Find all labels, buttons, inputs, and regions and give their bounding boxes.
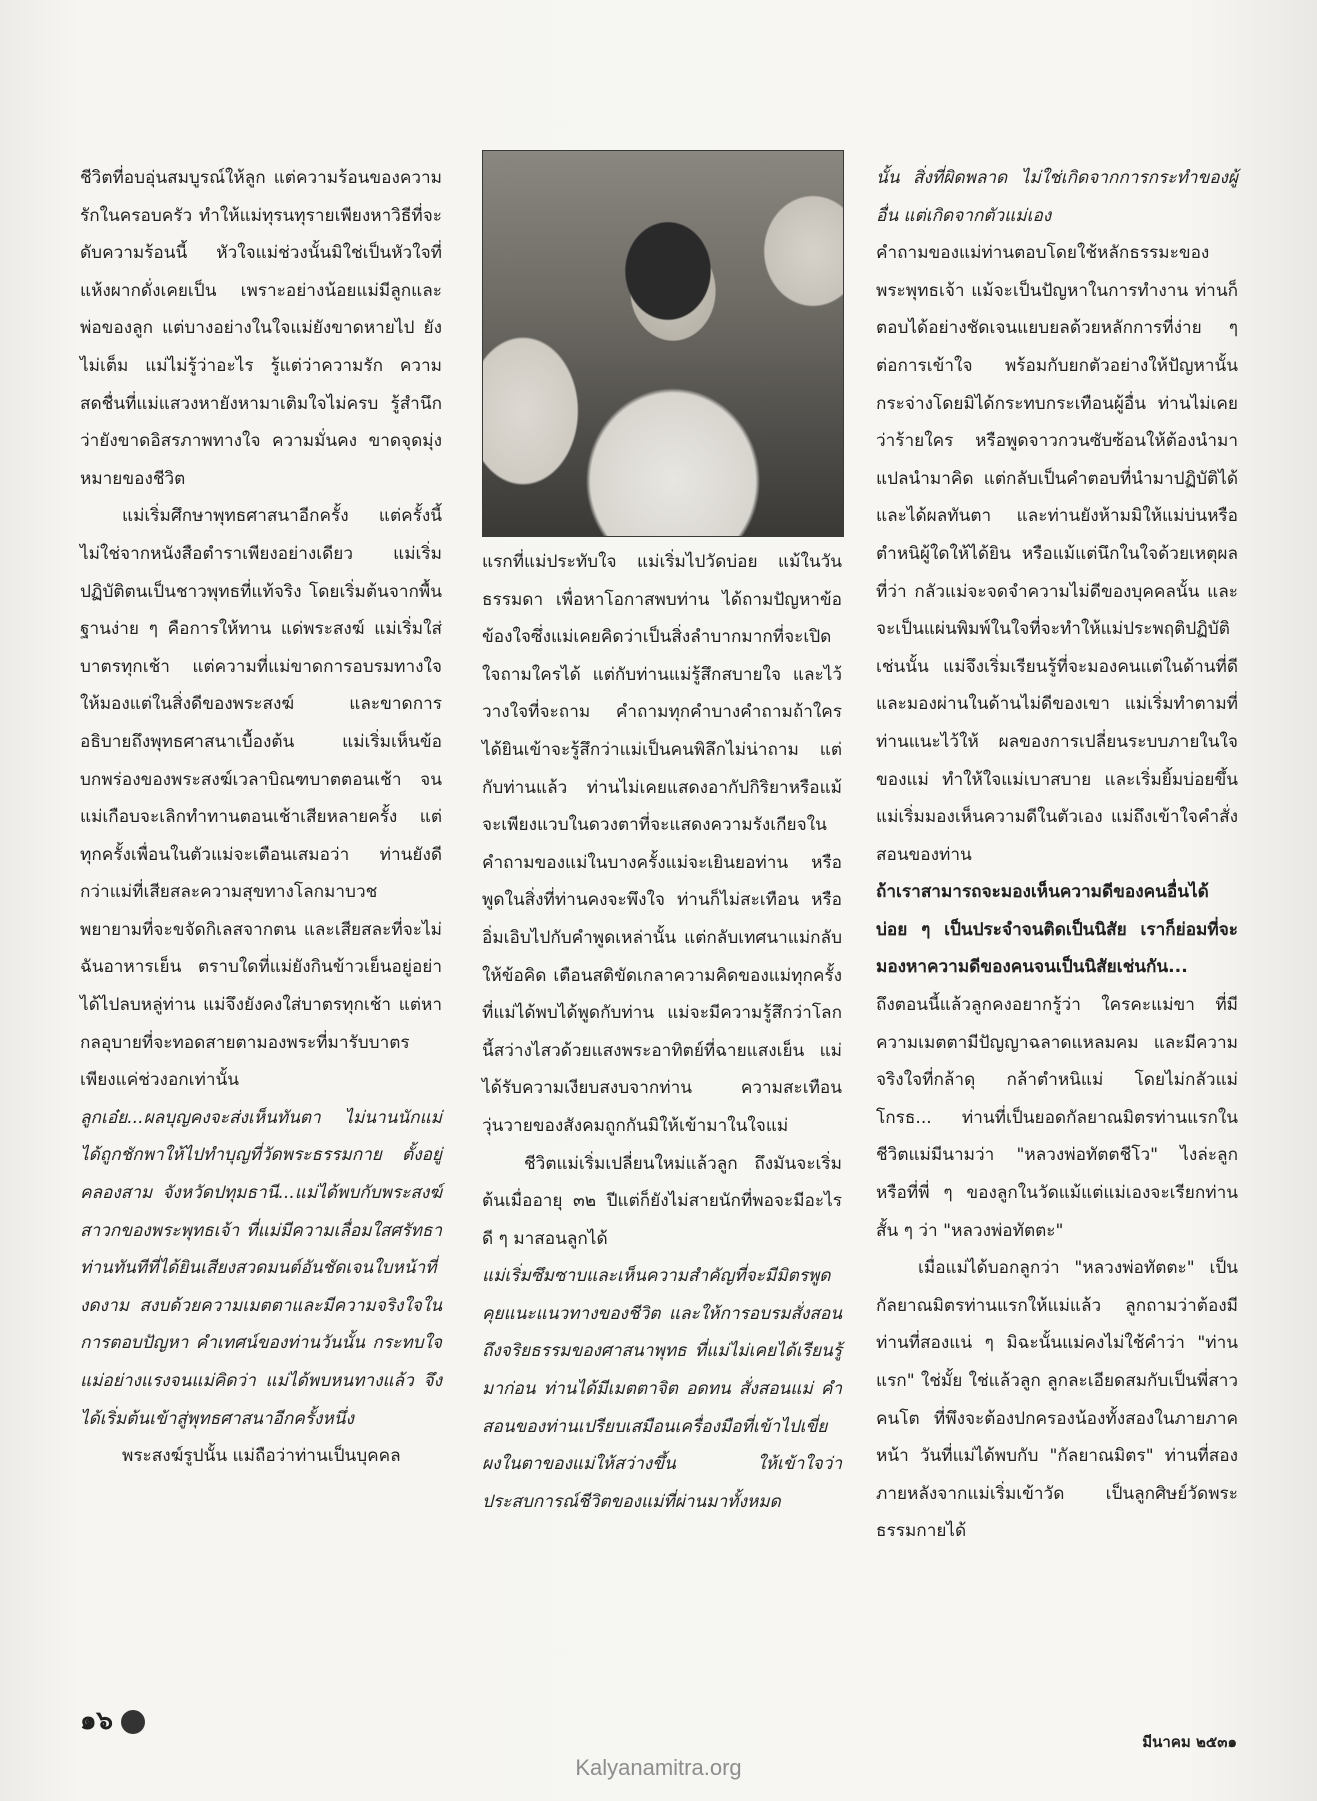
paragraph: คำถามของแม่ท่านตอบโดยใช้หลักธรรมะของพระพุทธเจ้า แม้จะเป็นปัญหาในการทำงาน ท่านก็ตอบได้อย่างชัดเจนแยบยลด้วยหลักการที่ง่าย ๆ ต่อการเข้าใจ พร้อมกับยกตัวอย่างให้ปัญหานั้นกระจ่างโดยมิได้กระทบกระเทือนผู้อื่น ท่านไม่เคยว่าร้ายใคร หรือพูดจาวกวนซับซ้อนให้ต้องนำมาแปลนำมาคิด แต่กลับเป็นคำตอบที่นำมาปฏิบัติได้และได้ผลทันตา และท่านยังห้ามมิให้แม่บ่นหรือตำหนิผู้ใดให้ได้ยิน หรือแม้แต่นึกในใจด้วยเหตุผลที่ว่า กลัวแม่จะจดจำความไม่ดีของบุคคลนั้น และจะเป็นแผ่นพิมพ์ในใจที่จะทำให้แม่ประพฤติปฏิบัติเช่นนั้น แม่จึงเริ่มเรียนรู้ที่จะมองคนแต่ในด้านที่ดี และมองผ่านในด้านไม่ดีของเขา แม่เริ่มทำตามที่ท่านแนะไว้ให้ ผลของการเปลี่ยนระบบภายในใจของแม่ ทำให้ใจแม่เบาสบาย และเริ่มยิ้มบ่อยขึ้น แม่เริ่มมองเห็นความดีในตัวเอง แม่ถึงเข้าใจคำสั่งสอนของท่าน bbox=[876, 243, 1238, 865]
paragraph-bold: ถ้าเราสามารถจะมองเห็นความดีของคนอื่นได้บ่อย ๆ เป็นประจำจนติดเป็นนิสัย เราก็ย่อมที่จะมองหาความดีของคนจนเป็นนิสัยเช่นกัน... bbox=[876, 882, 1238, 978]
paragraph-italic: นั้น สิ่งที่ผิดพลาด ไม่ใช่เกิดจากการกระทำของผู้อื่น แต่เกิดจากตัวแม่เอง bbox=[876, 168, 1238, 226]
paragraph: ถึงตอนนี้แล้วลูกคงอยากรู้ว่า ใครคะแม่ขา ที่มีความเมตตามีปัญญาฉลาดแหลมคม และมีความจริงใจที่กล้าดุ กล้าตำหนิแม่ โดยไม่กลัวแม่โกรธ... ท่านที่เป็นยอดกัลยาณมิตรท่านแรกในชีวิตแม่มีนามว่า "หลวงพ่อทัตตชีโว" ไงล่ะลูก หรือที่พี่ ๆ ของลูกในวัดแม้แต่แม่เองจะเรียกท่านสั้น ๆ ว่า "หลวงพ่อทัตตะ" bbox=[876, 995, 1238, 1241]
paragraph: เมื่อแม่ได้บอกลูกว่า "หลวงพ่อทัตตะ" เป็นกัลยาณมิตรท่านแรกให้แม่แล้ว ลูกถามว่าต้องมีท่านที่สองแน่ ๆ มิฉะนั้นแม่คงไม่ใช้คำว่า "ท่านแรก" ใช่มั้ย ใช่แล้วลูก ลูกละเอียดสมกับเป็นพี่สาวคนโต ที่พึงจะต้องปกครองน้องทั้งสองในภายภาคหน้า วันที่แม่ได้พบกับ "กัลยาณมิตร" ท่านที่สอง ภายหลังจากแม่เริ่มเข้าวัด เป็นลูกศิษย์วัดพระธรรมกายได้ bbox=[876, 1258, 1238, 1542]
paragraph: ชีวิตแม่เริ่มเปลี่ยนใหม่แล้วลูก ถึงมันจะเริ่มต้นเมื่ออายุ ๓๒ ปีแต่ก็ยังไม่สายนักที่พอจะมีอะไรดี ๆ มาสอนลูกได้ bbox=[482, 1153, 842, 1249]
text-column-2 bbox=[482, 544, 842, 1521]
page-number-text: ๑๖ bbox=[80, 1706, 114, 1736]
paragraph: แรกที่แม่ประทับใจ แม่เริ่มไปวัดบ่อย แม้ในวันธรรมดา เพื่อหาโอกาสพบท่าน ได้ถามปัญหาข้อข้องใจซึ่งแม่เคยคิดว่าเป็นสิ่งลำบากมากที่จะเปิดใจถามใครได้ แต่กับท่านแม่รู้สึกสบายใจ และไว้วางใจที่จะถาม คำถามทุกคำบางคำถามถ้าใครได้ยินเข้าจะรู้สึกว่าแม่เป็นคนพิลึกไม่น่าถาม แต่กับท่านแล้ว ท่านไม่เคยแสดงอากัปกิริยาหรือแม้จะเพียงแวบในดวงตาที่จะแสดงความรังเกียจในคำถามของแม่ในบางครั้งแม่จะเยินยอท่าน หรือพูดในสิ่งที่ท่านคงจะพึงใจ ท่านก็ไม่สะเทือน หรืออิ่มเอิบไปกับคำพูดเหล่านั้น แต่กลับเทศนาแม่กลับให้ข้อคิด เตือนสติขัดเกลาความคิดของแม่ทุกครั้งที่แม่ได้พบได้พูดกับท่าน แม่จะมีความรู้สึกว่าโลกนี้สว่างไสวด้วยแสงพระอาทิตย์ที่ฉายแสงเย็น แม่ได้รับความเงียบสงบจากท่าน ความสะเทือนวุ่นวายของสังคมถูกกันมิให้เข้ามาในใจแม่ bbox=[482, 552, 842, 1136]
text-column-3 bbox=[876, 160, 1238, 1551]
paragraph: ชีวิตที่อบอุ่นสมบูรณ์ให้ลูก แต่ความร้อนของความรักในครอบครัว ทำให้แม่ทุรนทุรายเพียงหาวิธีที่จะดับความร้อนนี้ หัวใจแม่ช่วงนั้นมิใช่เป็นหัวใจที่แห้งผากดั่งเคยเป็น เพราะอย่างน้อยแม่มีลูกและพ่อของลูก แต่บางอย่างในใจแม่ยังขาดหายไป ยังไม่เต็ม แม่ไม่รู้ว่าอะไร รู้แต่ว่าความรัก ความสดชื่นที่แม่แสวงหายังหามาเติมใจไม่ครบ รู้สำนึกว่ายังขาดอิสรภาพทางใจ ความมั่นคง ขาดจุดมุ่งหมายของชีวิต bbox=[80, 168, 442, 489]
page-number bbox=[80, 1700, 145, 1741]
paragraph: แม่เริ่มศึกษาพุทธศาสนาอีกครั้ง แต่ครั้งนี้ไม่ใช่จากหนังสือตำราเพียงอย่างเดียว แม่เริ่มปฏิบัติตนเป็นชาวพุทธที่แท้จริง โดยเริ่มต้นจากพื้นฐานง่าย ๆ คือการให้ทาน แด่พระสงฆ์ แม่เริ่มใส่บาตรทุกเช้า แต่ความที่แม่ขาดการอบรมทางใจให้มองแต่ในสิ่งดีของพระสงฆ์ และขาดการอธิบายถึงพุทธศาสนาเบื้องต้น แม่เริ่มเห็นข้อบกพร่องของพระสงฆ์เวลาบิณฑบาตตอนเช้า จนแม่เกือบจะเลิกทำทานตอนเช้าเสียหลายครั้ง แต่ทุกครั้งเพื่อนในตัวแม่จะเตือนเสมอว่า ท่านยังดีกว่าแม่ที่เสียสละความสุขทางโลกมาบวช พยายามที่จะขจัดกิเลสจากตน และเสียสละที่จะไม่ฉันอาหารเย็น ตราบใดที่แม่ยังกินข้าวเย็นอยู่อย่าได้ไปลบหลู่ท่าน แม่จึงยังคงใส่บาตรทุกเช้า แต่หากลอุบายที่จะทอดสายตามองพระที่มารับบาตรเพียงแค่ช่วงอกเท่านั้น bbox=[80, 506, 442, 1091]
text-column-1 bbox=[80, 160, 442, 1476]
issue-date: มีนาคม ๒๕๓๑ bbox=[1142, 1733, 1237, 1751]
paragraph-italic: ลูกเอ๋ย...ผลบุญคงจะส่งเห็นทันตา ไม่นานนักแม่ได้ถูกชักพาให้ไปทำบุญที่วัดพระธรรมกาย ตั้งอยู่คลองสาม จังหวัดปทุมธานี...แม่ได้พบกับพระสงฆ์สาวกของพระพุทธเจ้า ที่แม่มีความเลื่อมใสศรัทธาท่านทันทีที่ได้ยินเสียงสวดมนต์อันชัดเจนใบหน้าที่งดงาม สงบด้วยความเมตตาและมีความจริงใจในการตอบปัญหา คำเทศน์ของท่านวันนั้น กระทบใจแม่อย่างแรงจนแม่คิดว่า แม่ได้พบหนทางแล้ว จึงได้เริ่มต้นเข้าสู่พุทธศาสนาอีกครั้งหนึ่ง bbox=[80, 1107, 442, 1429]
paragraph: พระสงฆ์รูปนั้น แม่ถือว่าท่านเป็นบุคคล bbox=[122, 1446, 401, 1467]
watermark: Kalyanamitra.org bbox=[575, 1755, 742, 1780]
paragraph-italic: แม่เริ่มซึมซาบและเห็นความสำคัญที่จะมีมิตรพูดคุยแนะแนวทางของชีวิต และให้การอบรมสั่งสอน ถึงจริยธรรมของศาสนาพุทธ ที่แม่ไม่เคยได้เรียนรู้มาก่อน ท่านได้มีเมตตาจิต อดทน สั่งสอนแม่ คำสอนของท่านเปรียบเสมือนเครื่องมือที่เข้าไปเขี่ยผงในตาของแม่ให้สว่างขึ้น ให้เข้าใจว่าประสบการณ์ชีวิตของแม่ที่ผ่านมาทั้งหมด bbox=[482, 1266, 842, 1512]
circle-logo-icon bbox=[121, 1710, 145, 1734]
photo-meditating-child bbox=[482, 150, 844, 537]
